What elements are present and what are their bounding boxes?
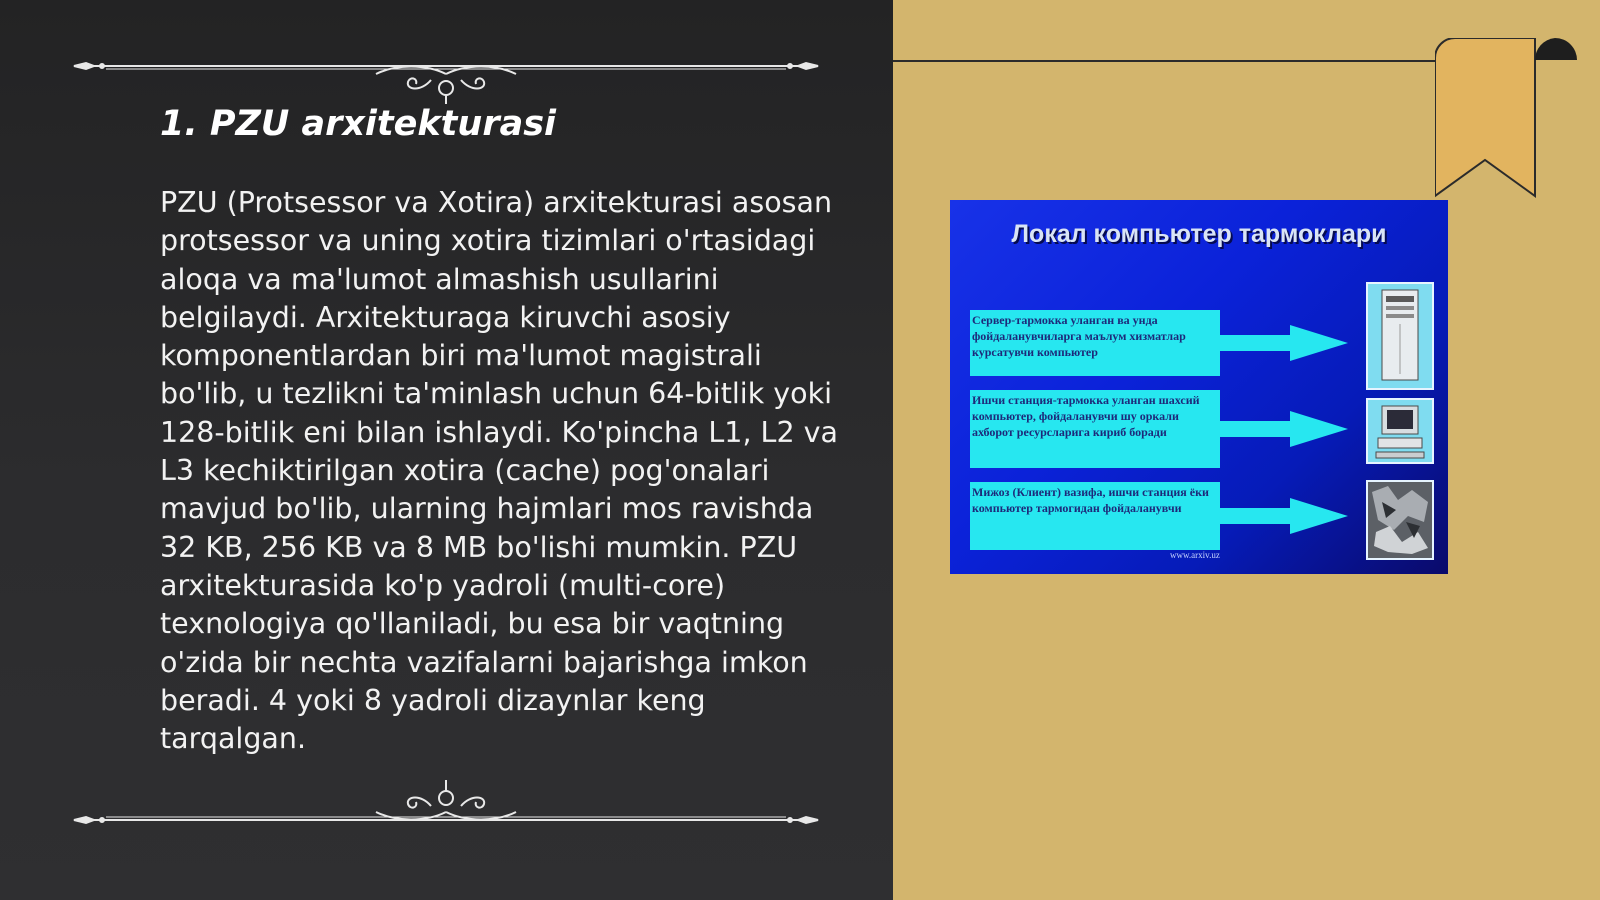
slide-title: 1. PZU arxitekturasi	[160, 104, 557, 144]
workstation-icon	[1366, 398, 1434, 464]
client-icon	[1366, 480, 1434, 560]
server-description: Сервер-тармокка уланган ва унда фойдаланувчиларга маълум хизматлар курсатувчи компьютер	[970, 310, 1220, 376]
server-icon	[1366, 282, 1434, 390]
lan-diagram-image	[950, 200, 1448, 574]
header-rule	[893, 60, 1441, 62]
image-footer-url: www.arxiv.uz	[1170, 550, 1220, 560]
top-ornament-divider	[66, 44, 826, 104]
workstation-description: Ишчи станция-тармокка уланган шахсий компьютер, фойдаланувчи шу оркали ахборот ресурсларига кириб боради	[970, 390, 1220, 468]
arrow-right-icon	[1220, 323, 1350, 363]
bookmark-ribbon	[1435, 38, 1600, 198]
client-description: Мижоз (Клиент) вазифа, ишчи станция ёки компьютер тармогидан фойдаланувчи	[970, 482, 1220, 550]
bottom-ornament-divider	[66, 768, 826, 828]
slide-body-text: PZU (Protsessor va Xotira) arxitekturasi asosan protsessor va uning xotira tizimlari o'rtasidagi aloqa va ma'lumot almashish usullarini belgilaydi. Arxitekturaga kiruvchi asosiy komponentlardan biri ma'lumot magistrali bo'lib, u tezlikni ta'minlash uchun 64-bitlik yoki 128-bitlik eni bilan ishlaydi. Ko'pincha L1, L2 va L3 kechiktirilgan xotira (cache) pog'onalari mavjud bo'lib, ularning hajmlari mos ravishda 32 KB, 256 KB va 8 MB bo'lishi mumkin. PZU arxitekturasida ko'p yadroli (multi-core) texnologiya qo'llaniladi, bu esa bir vaqtning o'zida bir nechta vazifalarni bajarishga imkon beradi. 4 yoki 8 yadroli dizaynlar keng tarqalgan.	[160, 186, 838, 756]
arrow-right-icon	[1220, 496, 1350, 536]
arrow-right-icon	[1220, 409, 1350, 449]
image-title: Локал компьютер тармоклари	[1011, 220, 1387, 248]
